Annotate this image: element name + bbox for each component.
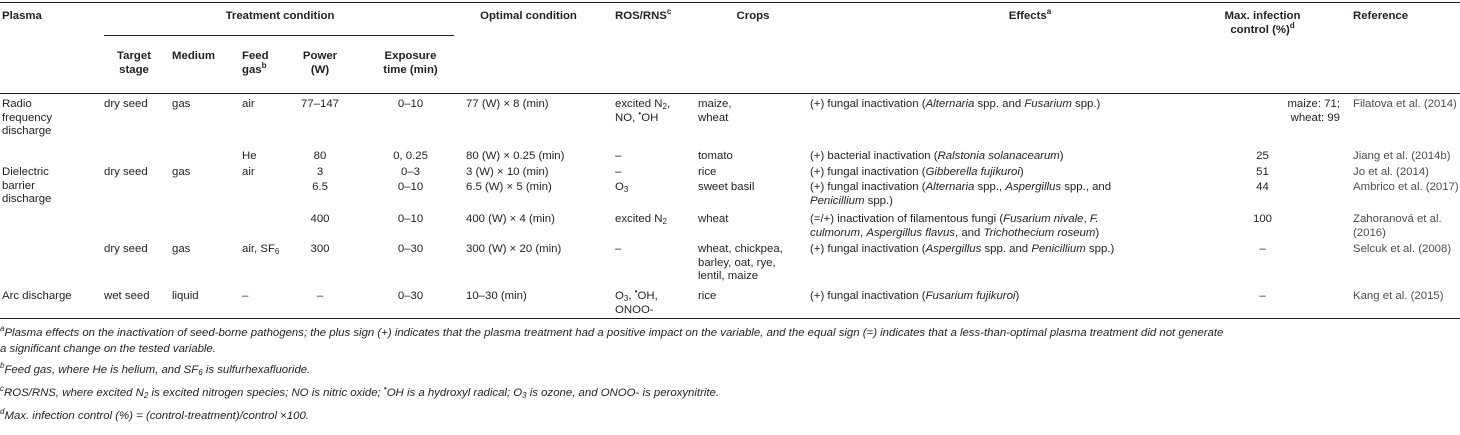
r3-max-infection-control: 51: [1256, 166, 1269, 178]
r6-reference: Selcuk et al. (2008): [1353, 243, 1452, 255]
header-plasma: Plasma: [2, 10, 42, 22]
r7-effects: (+) fungal inactivation (Fusarium fujikuroi): [810, 290, 1020, 302]
r3-power: 3: [316, 166, 324, 178]
header-optimal-condition: Optimal condition: [480, 10, 577, 22]
r6-max-infection-control: –: [1259, 243, 1266, 255]
r3-exposure: 0–3: [400, 166, 420, 178]
header-max-infection-control: Max. infection control (%)$^d$: [1224, 10, 1301, 36]
header-crops: Crops: [736, 10, 770, 22]
r6-medium: gas: [172, 243, 191, 255]
r1-max-infection-control: maize: 71; wheat: 99: [1287, 98, 1340, 124]
treatment-subheader-rule: [104, 35, 454, 36]
r2-crops: tomato: [698, 150, 733, 162]
r6-power: 300: [310, 243, 330, 255]
r4-power: 6.5: [312, 181, 328, 193]
r7-reference: Kang et al. (2015): [1353, 290, 1444, 302]
r4-reference: Ambrico et al. (2017): [1353, 181, 1459, 193]
r7-max-infection-control: –: [1259, 290, 1266, 302]
r1-exposure: 0–10: [397, 98, 424, 110]
r1-plasma: Radio frequency discharge: [2, 98, 53, 138]
header-ros-rns: ROS/RNS$^c$: [615, 7, 672, 22]
r3-plasma: Dielectric barrier discharge: [2, 166, 52, 206]
r7-crops: rice: [698, 290, 717, 302]
r2-max-infection-control: 25: [1256, 150, 1269, 162]
r2-feed-gas: He: [242, 150, 257, 162]
r4-effects: (+) fungal inactivation (Alternaria spp., Aspergillus spp., and Penicillium spp.): [810, 181, 1112, 207]
r7-ros-rns: $O_3$, •OH, ONOO-: [615, 287, 658, 316]
r1-ros-rns: excited $N_2$, NO, •OH: [615, 98, 671, 124]
r7-medium: liquid: [172, 290, 199, 302]
r1-reference: Filatova et al. (2014): [1353, 98, 1457, 110]
r7-power: –: [316, 290, 324, 302]
r4-ros-rns: $O_3$: [615, 181, 629, 194]
r7-target-stage: wet seed: [104, 290, 150, 302]
footnote-c: $^c$ROS/RNS, where excited $N_2$ is excited nitrogen species; NO is nitric oxide; •OH is a hydroxyl radical; $O_3$ is ozone, and ONOO- is peroxynitrite.: [0, 384, 720, 400]
r2-reference: Jiang et al. (2014b): [1353, 150, 1451, 162]
r6-target-stage: dry seed: [104, 243, 148, 255]
r6-feed-gas: air, $SF_6$: [242, 243, 280, 256]
r1-target-stage: dry seed: [104, 98, 148, 110]
r6-optimal: 300 (W) × 20 (min): [466, 243, 562, 255]
r4-exposure: 0–10: [397, 181, 424, 193]
header-treatment-condition: Treatment condition: [225, 10, 335, 22]
r1-feed-gas: air: [242, 98, 255, 110]
r2-ros-rns: –: [615, 150, 622, 162]
r4-crops: sweet basil: [698, 181, 755, 193]
r5-optimal: 400 (W) × 4 (min): [466, 213, 555, 225]
header-medium: Medium: [172, 50, 216, 62]
r6-effects: (+) fungal inactivation (Aspergillus spp. and Penicillium spp.): [810, 243, 1115, 255]
r6-exposure: 0–30: [397, 243, 424, 255]
r1-medium: gas: [172, 98, 191, 110]
r7-feed-gas: –: [242, 290, 249, 302]
footnote-b: $^b$Feed gas, where He is helium, and $SF_6$ is sulfurhexafluoride.: [0, 361, 311, 377]
r5-effects: (=/+) inactivation of filamentous fungi (Fusarium nivale, F. culmorum, Aspergillus flavus, and Trichothecium roseum): [810, 213, 1100, 239]
r1-optimal: 77 (W) × 8 (min): [466, 98, 549, 110]
r4-max-infection-control: 44: [1256, 181, 1269, 193]
r1-power: 77–147: [300, 98, 339, 110]
r3-ros-rns: –: [615, 166, 622, 178]
footnote-a: $^a$Plasma effects on the inactivation of seed-borne pathogens; the plus sign (+) indicates that the plasma treatment had a positive impact on the variable, and the equal sign (=) indicates that a less-than-optimal plasma treatment did not generate a significant change on the tested variable.: [0, 324, 1224, 355]
r5-ros-rns: excited $N_2$: [615, 213, 667, 226]
r3-feed-gas: air: [242, 166, 255, 178]
r7-exposure: 0–30: [397, 290, 424, 302]
header-feed-gas: Feed gas$^b$: [242, 50, 269, 76]
header-exposure-time: Exposure time (min): [383, 50, 438, 76]
top-rule: [0, 2, 1460, 3]
r2-effects: (+) bacterial inactivation (Ralstonia solanacearum): [810, 150, 1064, 162]
r3-medium: gas: [172, 166, 191, 178]
table-bottom-rule: [0, 318, 1460, 319]
r5-power: 400: [310, 213, 330, 225]
r4-optimal: 6.5 (W) × 5 (min): [466, 181, 552, 193]
r3-target-stage: dry seed: [104, 166, 148, 178]
r7-optimal: 10–30 (min): [466, 290, 527, 302]
r3-effects: (+) fungal inactivation (Gibberella fujikuroi): [810, 166, 1024, 178]
footnote-d: $^d$Max. infection control (%) = (control-treatment)/control ×100.: [0, 407, 309, 422]
r7-plasma: Arc discharge: [2, 290, 72, 302]
r3-optimal: 3 (W) × 10 (min): [466, 166, 549, 178]
r2-exposure: 0, 0.25: [393, 150, 428, 162]
r2-optimal: 80 (W) × 0.25 (min): [466, 150, 565, 162]
header-power: Power (W): [302, 50, 338, 76]
r3-crops: rice: [698, 166, 717, 178]
r5-crops: wheat: [698, 213, 729, 225]
r1-crops: maize, wheat: [698, 98, 732, 124]
r6-ros-rns: –: [615, 243, 622, 255]
r6-crops: wheat, chickpea, barley, oat, rye, lentil, maize: [698, 243, 783, 283]
r2-power: 80: [313, 150, 327, 162]
r5-max-infection-control: 100: [1252, 213, 1272, 225]
r5-reference: Zahoranová et al. (2016): [1353, 213, 1442, 239]
header-effects: Effects$^a$: [1008, 7, 1052, 22]
r3-reference: Jo et al. (2014): [1353, 166, 1429, 178]
r5-exposure: 0–10: [397, 213, 424, 225]
header-target-stage: Target stage: [117, 50, 151, 76]
r1-effects: (+) fungal inactivation (Alternaria spp. and Fusarium spp.): [810, 98, 1101, 110]
header-bottom-rule: [0, 93, 1460, 94]
header-reference: Reference: [1353, 10, 1409, 22]
